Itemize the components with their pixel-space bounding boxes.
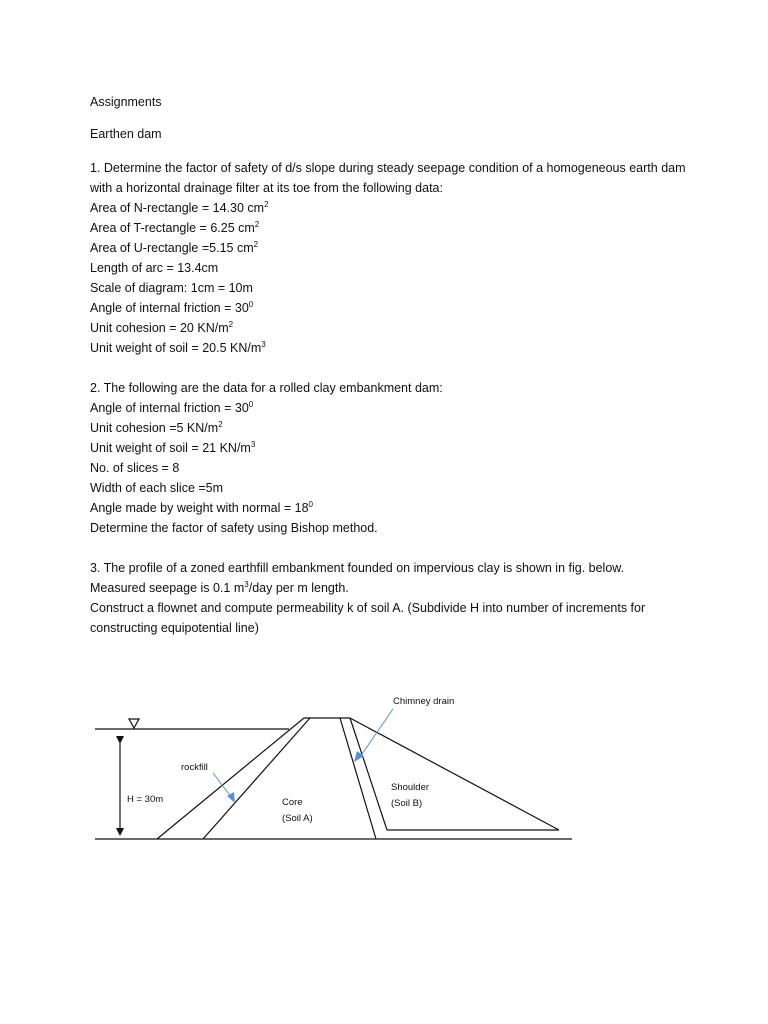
q2-item: Unit weight of soil = 21 $KN/m^3$ — [90, 440, 256, 455]
question-3-line-2: Measured seepage is 0.1 $m^3$/day per m length. — [90, 580, 349, 595]
q1-item: Length of arc = 13.4cm — [90, 261, 219, 275]
question-1-intro: 1. Determine the factor of safety of d/s slope during steady seepage condition of a homogeneous earth dam with a horizontal drainage filter at its toe from the following data: — [90, 161, 686, 195]
q2-item: Angle of internal friction = $30^0$ — [90, 400, 254, 415]
q1-item: Unit cohesion = 20 $KN/m^2$ — [90, 320, 234, 335]
q1-item: Angle of internal friction = $30^0$ — [90, 300, 254, 315]
q2-item: Width of each slice =5m — [90, 481, 224, 495]
q1-item: Area of T-rectangle = 6.25 $cm^2$ — [90, 220, 260, 235]
shoulder-soil-label: (Soil B) — [391, 798, 423, 809]
q2-item: No. of slices = 8 — [90, 461, 180, 475]
rockfill-label: rockfill — [181, 762, 208, 773]
water-level-triangle-icon — [129, 719, 139, 728]
topic-heading: Earthen dam — [90, 127, 162, 141]
q2-item: Angle made by weight with normal = $18^0$ — [90, 500, 313, 515]
shoulder-label: Shoulder — [391, 782, 430, 793]
chimney-drain-arrow-icon — [360, 709, 393, 757]
question-3-line-1: 3. The profile of a zoned earthfill embankment founded on impervious clay is shown in fig. below. — [90, 561, 625, 575]
core-soil-label: (Soil A) — [282, 813, 313, 824]
height-label: H = 30m — [127, 794, 164, 805]
question-3-line-3: Construct a flownet and compute permeability k of soil A. (Subdivide H into number of increments for — [90, 601, 646, 615]
rockfill-arrow-icon — [213, 773, 232, 798]
core-label: Core — [282, 797, 303, 808]
assignment-heading: Assignments — [90, 95, 162, 109]
q1-item: Area of U-rectangle =5.15 $cm^2$ — [90, 240, 259, 255]
question-3-line-4: constructing equipotential line) — [90, 621, 259, 635]
q1-item: Scale of diagram: 1cm = 10m — [90, 281, 253, 295]
q2-item: Determine the factor of safety using Bishop method. — [90, 521, 378, 535]
q1-item: Unit weight of soil = 20.5 $KN/m^3$ — [90, 340, 266, 355]
chimney-drain-label: Chimney drain — [393, 696, 455, 707]
question-2-intro: 2. The following are the data for a rolled clay embankment dam: — [90, 381, 443, 395]
q1-item: Area of N-rectangle = 14.30 $cm^2$ — [90, 200, 269, 215]
q2-item: Unit cohesion =5 $KN/m^2$ — [90, 420, 223, 435]
